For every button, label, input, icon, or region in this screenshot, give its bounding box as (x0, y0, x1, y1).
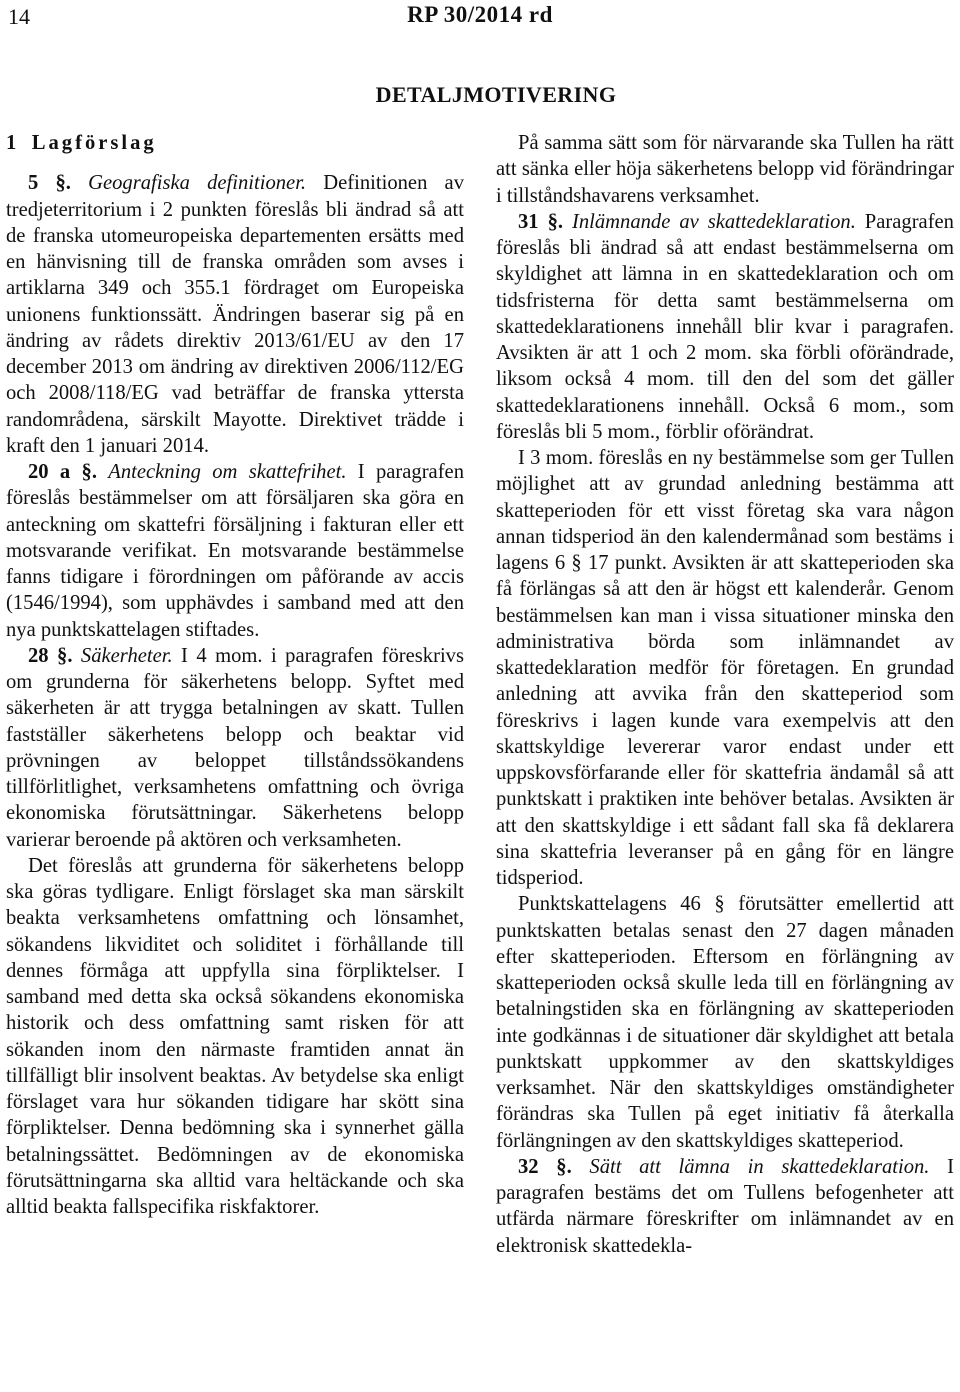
right-column (496, 130, 954, 1259)
chapter-heading (6, 130, 464, 156)
section-body: Paragrafen föreslås bli ändrad så att endast bestämmelserna om skyldighet att lämna in en skattedeklaration och om tidsfristerna för detta samt bestämmelserna om skattedeklarationens innehåll blir kvar i paragrafen. Avsikten är att 1 och 2 mom. ska förbli oförändrade, liksom också 4 mom. till den del som det gäller skattedeklarationens innehåll. Också 6 mom., som föreslås bli 5 mom., förblir oförändrat. (496, 210, 954, 443)
paragraph-section-28 (6, 643, 464, 853)
section-title: DETALJMOTIVERING (375, 82, 617, 107)
section-number: 28 (28, 644, 49, 667)
section-symbol: §. (57, 644, 73, 667)
section-number: 5 (28, 172, 39, 195)
paragraph-section-20a (6, 459, 464, 643)
paragraph-section-31-law46: Punktskattelagens 46 § förutsätter emellertid att punktskatten betalas senast den 27 dagen månaden efter skatteperioden. Eftersom en förlängning av skatteperioden också skulle leda till en förlängning av betalningstiden ska en förlängning av skatteperioden inte godkännas i de situationer där skyldighet att betala punktskatt uppkommer av den skattskyldiges verksamhet. När den skattskyldiges omständigheter förändras ska Tullen på eget initiativ få återkalla förlängningen av den skattskyldiges skatteperiod. (496, 893, 954, 1152)
paragraph-section-28-end: På samma sätt som för närvarande ska Tullen ha rätt att sänka eller höja säkerhetens belopp vid förändringar i tillståndshavarens verksamhet. (496, 132, 954, 207)
paragraph-section-31 (496, 209, 954, 445)
section-symbol: §. (81, 461, 97, 483)
paragraph-section-5 (6, 170, 464, 459)
section-body: I paragrafen föreslås bestämmelser om att försäljaren ska göra en anteckning om skattefri försäljning i fakturan eller ett motsvarande verifikat. En motsvarande bestämmelse fanns tidigare i förordningen om påförande av accis (1546/1994), som upphävdes i samband med att den nya punktskattelagen stiftades. (6, 461, 464, 641)
section-body: Definitionen av tredjeterritorium i 2 punkten föreslås bli ändrad så att de franska utomeuropeiska departementen ersätts med en hänvisning till de franska områden som avses i artiklarna 349 och 355.1 fördraget om Europeiska unionens funktionssätt. Ändringen baserar sig på en ändring av rådets direktiv 2013/61/EU av den 17 december 2013 om ändring av direktiven 2006/112/EG och 2008/118/EG vad beträffar de franska yttersta randområdena, särskilt Mayotte. Direktivet trädde i kraft den 1 januari 2014. (6, 172, 464, 457)
chapter-number: 1 (6, 132, 17, 154)
paragraph-section-32 (496, 1154, 954, 1259)
section-title: Geografiska definitioner. (88, 172, 307, 195)
section-title: Anteckning om skattefrihet. (108, 461, 347, 483)
left-column (6, 130, 464, 1220)
section-title: Säkerheter. (80, 644, 173, 667)
section-symbol: §. (556, 1155, 572, 1178)
section-title: Inlämnande av skattedeklaration. (571, 210, 856, 233)
chapter-title: Lagförslag (31, 132, 157, 154)
section-body: I paragrafen bestäms det om Tullens befogenheter att utfärda närmare föreskrifter om inlämnandet av en elektronisk skattedekla- (496, 1155, 954, 1257)
section-body: I 4 mom. i paragrafen föreskrivs om grunderna för säkerhetens belopp. Syftet med säkerheten är att trygga betalningen av skatt. Tullen fastställer säkerhetens belopp och beaktar vid prövningen av beloppet tillståndssökandens tillförlitlighet, verksamhetens omfattning och övriga ekonomiska förutsättningar. Säkerhetens belopp varierar beroende på aktören och verksamheten. (6, 644, 464, 851)
section-number: 20 a (28, 461, 71, 483)
section-title: Sätt att lämna in skattedeklaration. (589, 1155, 930, 1178)
section-number: 32 (518, 1155, 539, 1178)
paragraph-section-31-mom3: I 3 mom. föreslås en ny bestämmelse som ger Tullen möjlighet att av grundad anledning bestämma att skatteperioden för ett visst företag ska vara någon annan tidsperiod än den kalendermånad som bestäms i lagens 6 § 17 punkt. Avsikten är att skatteperioden ska få förlängas så att den är högst ett kalenderår. Genom bestämmelsen kan man i vissa situationer minska den administrativa börda som inlämnandet av skattedeklaration medför för företagen. En grundad anledning att avvika från den skatteperiod som föreskrivs i lagen kunde vara exempelvis att den skattskyldige levererar varor endast under ett uppskovsförfarande eller för skattefria ändamål så att punktskatt i praktiken inte behöver betalas. Avsikten är att den skattskyldige i ett sådant fall ska få deklarera sina skattefria leveranser på en gång för en längre tidsperiod. (496, 447, 954, 889)
section-number: 31 (518, 210, 539, 233)
section-symbol: §. (547, 210, 564, 233)
page-number: 14 (8, 4, 30, 29)
section-symbol: §. (55, 172, 71, 195)
paragraph-section-28-continued: Det föreslås att grunderna för säkerhetens belopp ska göras tydligare. Enligt förslaget ska man särskilt beakta verksamhetens omfattning och lönsamhet, sökandens likviditet och soliditet i förhållande till dennes förmåga att uppfylla sina förpliktelser. I samband med detta ska också sökandens ekonomiska historik och dess omfattning samt risken för att sökanden inom den närmaste framtiden annat än tillfälligt blir insolvent beaktas. Av betydelse ska enligt förslaget vara hur sökanden tidigare har skött sina förpliktelser. Denna bedömning ska i synnerhet gälla betalningssättet. Bedömningen av de ekonomiska förutsättningarna ska alltid vara heltäckande och ska alltid beakta fallspecifika riskfaktorer. (6, 854, 464, 1218)
running-title: RP 30/2014 rd (407, 2, 553, 27)
